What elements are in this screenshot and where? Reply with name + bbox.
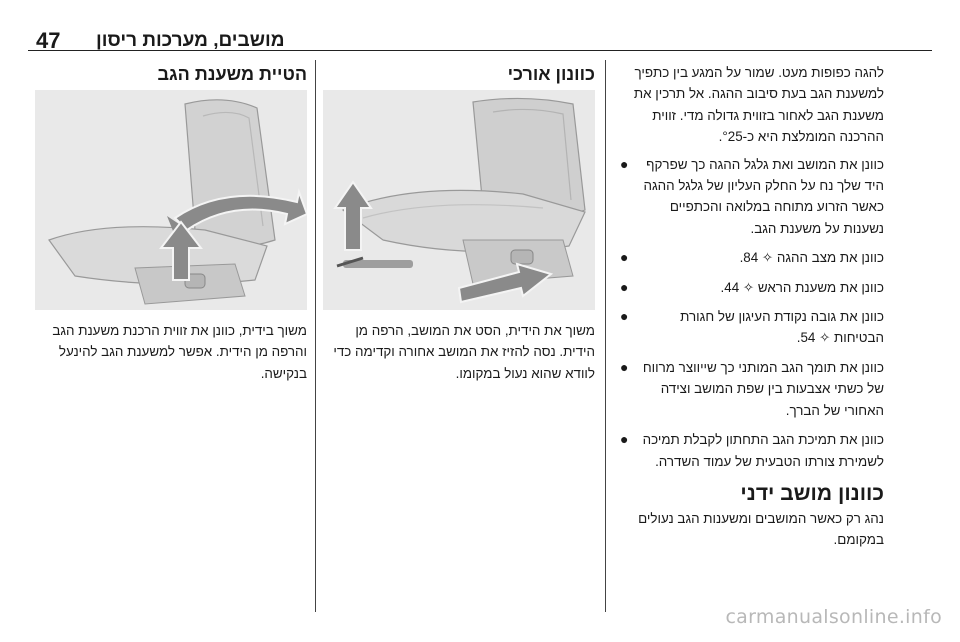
page-number: 47 xyxy=(36,28,61,53)
column-divider-right xyxy=(605,60,606,612)
longitudinal-adjustment-text: משוך את הידית, הסט את המושב, הרפה מן הידית. נסה להזיז את המושב אחורה וקדימה כדי לוודא שהוא נעול במקומו. xyxy=(333,323,595,381)
backrest-recline-heading: הטיית משענת הגב xyxy=(157,64,307,84)
bullet-icon: ● xyxy=(620,431,629,448)
watermark: carmanualsonline.info xyxy=(725,606,942,628)
manual-adjustment-heading: כוונון מושב ידני xyxy=(740,481,884,505)
list-item: ● כוונן את גובה נקודת העיגון של חגורת הבטיחות ✧ 54. xyxy=(620,308,884,346)
seat-longitudinal-illustration xyxy=(323,90,595,310)
column-divider-left xyxy=(315,60,316,612)
bullet-icon: ● xyxy=(620,358,629,375)
list-item: ● כוונן את תומך הגב המותני כך שייווצר מרווח של כשתי אצבעות בין שפת המושב וצידה האחורי של הברך. xyxy=(620,358,884,418)
right-column xyxy=(618,62,884,551)
list-item: ● כוונן את מצב ההגה ✧ 84. xyxy=(642,247,884,268)
longitudinal-adjustment-heading: כוונון אורכי xyxy=(507,64,595,84)
left-column xyxy=(35,62,307,384)
bullet-icon: ● xyxy=(620,155,629,172)
header-divider xyxy=(28,50,932,51)
backrest-recline-text: משוך בידית, כוונן את זווית הרכנת משענת הגב והרפה מן הידית. אפשר למשענת הגב להינעל בנקישה. xyxy=(52,323,307,381)
bullet-icon: ● xyxy=(620,278,629,295)
bullet-icon: ● xyxy=(620,308,629,325)
middle-column xyxy=(323,62,595,384)
list-item: ● כוונן את המושב ואת גלגל ההגה כך שפרקף היד שלך נח על החלק העליון של גלגל ההגה כאשר הזרוע מתוחה במלואה והכתפיים נשענות על משענת הגב. xyxy=(620,155,884,236)
list-item: ● כוונן את משענת הראש ✧ 44. xyxy=(642,277,884,298)
bullet-icon: ● xyxy=(620,249,629,266)
list-item: ● כוונן את תמיכת הגב התחתון לקבלת תמיכה לשמירת צורתו הטבעית של עמוד השדרה. xyxy=(620,431,884,469)
adjustment-bullet-list xyxy=(618,154,884,472)
chapter-title: מושבים, מערכות ריסון xyxy=(96,30,285,51)
page-header xyxy=(28,22,932,52)
intro-paragraph: להגה כפופות מעט. שמור על המגע בין כתפיך למשענת הגב בעת סיבוב ההגה. אל תרכין את משענת הגב לאחור בזווית גדולה מדי. זווית ההרכנה המומלצת היא כ-°25. xyxy=(633,65,884,145)
seat-backrest-illustration xyxy=(35,90,307,310)
manual-adjustment-text: נהג רק כאשר המושבים ומשענות הגב נעולים במקומם. xyxy=(638,510,884,548)
